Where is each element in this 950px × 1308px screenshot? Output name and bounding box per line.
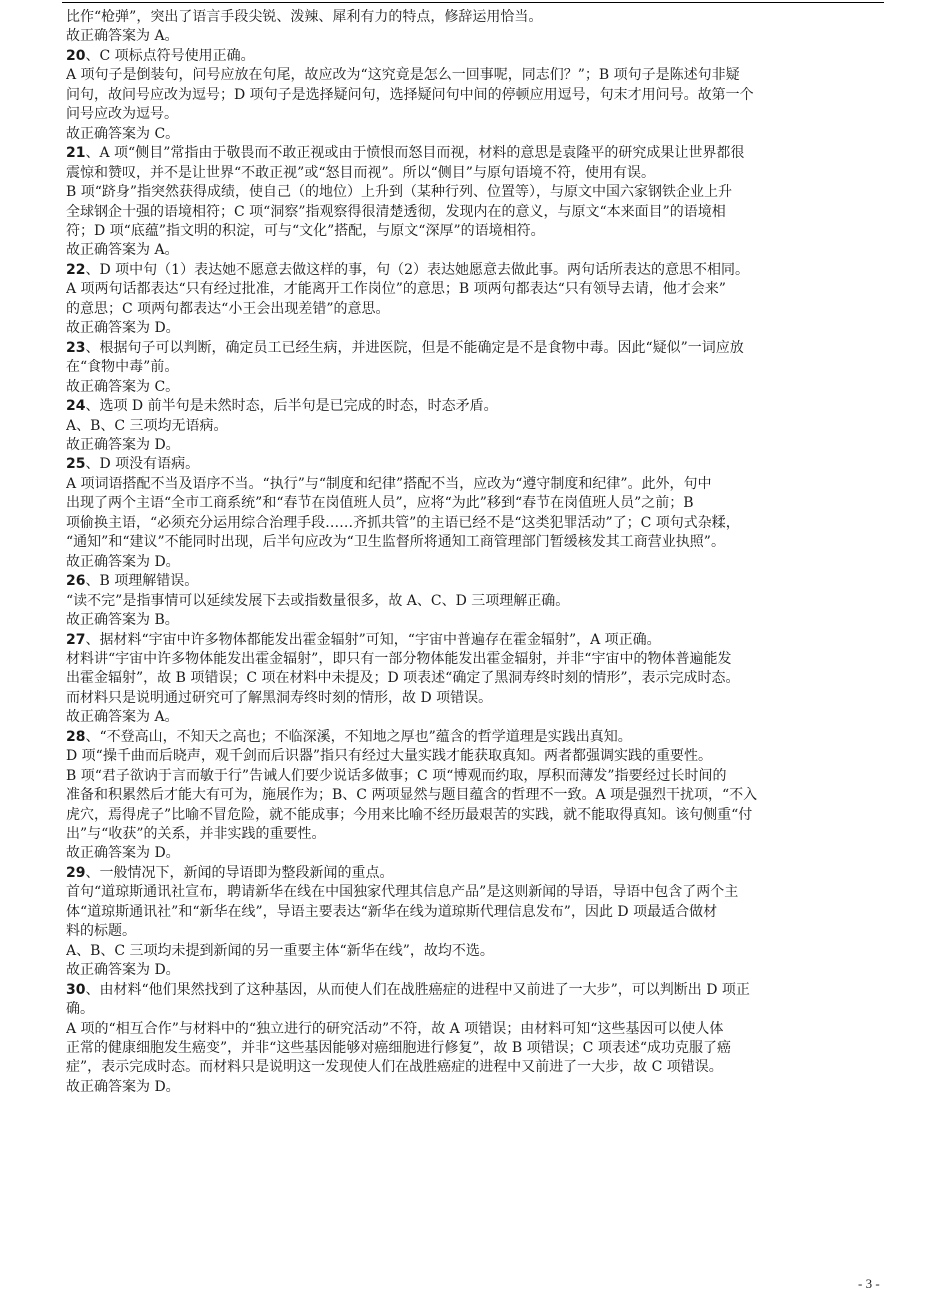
text-line [66, 825, 888, 844]
text-line [66, 1000, 888, 1019]
answer-explanations [66, 8, 888, 1097]
question-line [66, 572, 888, 591]
text-line [66, 611, 888, 630]
text-line [66, 105, 888, 124]
text-line [66, 903, 888, 922]
text-line [66, 475, 888, 494]
text-line [66, 767, 888, 786]
question-line [66, 455, 888, 474]
line-text: 故正确答案为 A。 [66, 242, 179, 259]
line-text: B 项“君子欲讷于言而敏于行”告诫人们要少说话多做事；C 项“博观而约取，厚积而薄发”指要经过长时间的 [66, 767, 727, 784]
question-line [66, 397, 888, 416]
question-line [66, 47, 888, 66]
text-line [66, 86, 888, 105]
line-text: 故正确答案为 D。 [66, 962, 180, 979]
line-text: 、C 项标点符号使用正确。 [85, 47, 255, 64]
line-text: 故正确答案为 C。 [66, 125, 180, 142]
text-line [66, 417, 888, 436]
text-line [66, 378, 888, 397]
line-text: 症”，表示完成时态。而材料只是说明这一发现使人们在战胜癌症的进程中又前进了一大步，故 C 项错误。 [66, 1059, 723, 1076]
question-number: 29 [66, 864, 86, 881]
text-line [66, 553, 888, 572]
line-text: 问句，故问号应改为逗号；D 项句子是选择疑问句，选择疑问句中间的停顿应用逗号，句末才用问号。故第一个 [66, 86, 754, 103]
text-line [66, 708, 888, 727]
line-text: 料的标题。 [66, 923, 136, 940]
question-number: 27 [66, 631, 86, 648]
line-text: A 项词语搭配不当及语序不当。“执行”与“制度和纪律”搭配不当，应改为“遵守制度和纪律”。此外，句中 [66, 475, 712, 492]
line-text: 故正确答案为 B。 [66, 612, 179, 629]
text-line [66, 844, 888, 863]
text-line [66, 592, 888, 611]
line-text: 故正确答案为 D。 [66, 553, 180, 570]
text-line [66, 280, 888, 299]
line-text: 出霍金辐射”，故 B 项错误；C 项在材料中未提及；D 项表述“确定了黑洞寿终时刻的情形”，表示完成时态。 [66, 670, 740, 687]
line-text: 确。 [66, 1001, 94, 1018]
text-line [66, 358, 888, 377]
line-text: 准备和积累然后才能大有可为，施展作为；B、C 两项显然与题目蕴含的哲理不一致。A 项是强烈干扰项，“不入 [66, 787, 758, 804]
line-text: 、由材料“他们果然找到了这种基因，从而使人们在战胜癌症的进程中又前进了一大步”，可以判断出 D 项正 [85, 981, 750, 998]
line-text: 故正确答案为 A。 [66, 28, 179, 45]
line-text: 出”与“收获”的关系，并非实践的重要性。 [66, 826, 326, 843]
line-text: 故正确答案为 D。 [66, 1078, 180, 1095]
line-text: “读不完”是指事情可以延续发展下去或指数量很多，故 A、C、D 三项理解正确。 [66, 592, 570, 609]
line-text: 符；D 项“底蕴”指文明的积淀，可与“文化”搭配，与原文“深厚”的语境相符。 [66, 222, 545, 239]
text-line [66, 514, 888, 533]
text-line [66, 203, 888, 222]
line-text: 、据材料“宇宙中许多物体都能发出霍金辐射”可知，“宇宙中普遍存在霍金辐射”，A 项正确。 [85, 631, 661, 648]
question-line [66, 261, 888, 280]
text-line [66, 883, 888, 902]
line-text: 出现了两个主语“全市工商系统”和“春节在岗值班人员”，应将“为此”移到“春节在岗值班人员”之前；B [66, 495, 694, 512]
text-line [66, 125, 888, 144]
text-line [66, 494, 888, 513]
text-line [66, 806, 888, 825]
text-line [66, 786, 888, 805]
line-text: 故正确答案为 D。 [66, 845, 180, 862]
question-line [66, 728, 888, 747]
question-line [66, 981, 888, 1000]
line-text: 在“食物中毒”前。 [66, 359, 179, 376]
line-text: 首句“道琼斯通讯社宣布，聘请新华在线在中国独家代理其信息产品”是这则新闻的导语，导语中包含了两个主 [66, 884, 739, 901]
line-text: 、选项 D 前半句是未然时态，后半句是已完成的时态，时态矛盾。 [85, 398, 498, 415]
line-text: 故正确答案为 D。 [66, 436, 180, 453]
line-text: 的意思；C 项两句都表达“小王会出现差错”的意思。 [66, 300, 390, 317]
line-text: A、B、C 三项均无语病。 [66, 417, 228, 434]
text-line [66, 66, 888, 85]
text-line [66, 27, 888, 46]
line-text: 、B 项理解错误。 [85, 573, 199, 590]
text-line [66, 436, 888, 455]
text-line [66, 650, 888, 669]
question-line [66, 631, 888, 650]
text-line [66, 942, 888, 961]
line-text: 材料讲“宇宙中许多物体能发出霍金辐射”，即只有一部分物体能发出霍金辐射，并非“宇宙中的物体普遍能发 [66, 650, 732, 667]
line-text: B 项“跻身”指突然获得成绩，使自己（的地位）上升到（某种行列、位置等），与原文中国六家钢铁企业上升 [66, 184, 733, 201]
question-number: 22 [66, 261, 86, 278]
line-text: 、一般情况下，新闻的导语即为整段新闻的重点。 [85, 864, 394, 881]
line-text: 、A 项“侧目”常指由于敬畏而不敢正视或由于愤恨而怒目而视，材料的意思是袁隆平的研究成果让世界都很 [85, 145, 745, 162]
text-line [66, 222, 888, 241]
line-text: A 项句子是倒装句，问号应放在句尾，故应改为“这究竟是怎么一回事呢，同志们？”；B 项句子是陈述句非疑 [66, 67, 740, 84]
question-number: 30 [66, 981, 86, 998]
line-text: 、“不登高山，不知天之高也；不临深溪，不知地之厚也”蕴含的哲学道理是实践出真知。 [85, 728, 632, 745]
text-line [66, 1058, 888, 1077]
text-line [66, 747, 888, 766]
question-number: 26 [66, 573, 86, 590]
line-text: “通知”和“建议”不能同时出现，后半句应改为“卫生监督所将通知工商管理部门暂缓核发其工商营业执照”。 [66, 534, 725, 551]
line-text: 而材料只是说明通过研究可了解黑洞寿终时刻的情形，故 D 项错误。 [66, 689, 493, 706]
line-text: 、根据句子可以判断，确定员工已经生病，并进医院，但是不能确定是不是食物中毒。因此“疑似”一词应放 [85, 339, 744, 356]
line-text: A、B、C 三项均未提到新闻的另一重要主体“新华在线”，故均不选。 [66, 942, 494, 959]
question-number: 20 [66, 47, 86, 64]
text-line [66, 1078, 888, 1097]
line-text: 虎穴，焉得虎子”比喻不冒危险，就不能成事；今用来比喻不经历最艰苦的实践，就不能取得真知。该句侧重“付 [66, 806, 753, 823]
text-line [66, 164, 888, 183]
line-text: 震惊和赞叹，并不是让世界“不敢正视”或“怒目而视”。所以“侧目”与原句语境不符，使用有误。 [66, 164, 655, 181]
question-number: 21 [66, 145, 86, 162]
text-line [66, 533, 888, 552]
line-text: 比作“枪弹”，突出了语言手段尖锐、泼辣、犀利有力的特点，修辞运用恰当。 [66, 9, 543, 25]
question-line [66, 144, 888, 163]
line-text: 故正确答案为 C。 [66, 378, 180, 395]
text-line [66, 669, 888, 688]
line-text: D 项“操千曲而后晓声，观千剑而后识器”指只有经过大量实践才能获取真知。两者都强调实践的重要性。 [66, 748, 712, 765]
text-line [66, 1039, 888, 1058]
text-line [66, 183, 888, 202]
line-text: A 项两句话都表达“只有经过批准，才能离开工作岗位”的意思；B 项两句都表达“只有领导去请，他才会来” [66, 281, 726, 298]
text-line [66, 300, 888, 319]
text-line [66, 1020, 888, 1039]
line-text: 正常的健康细胞发生癌变”，并非“这些基因能够对癌细胞进行修复”，故 B 项错误；C 项表述“成功克服了癌 [66, 1040, 731, 1057]
line-text: 故正确答案为 D。 [66, 320, 180, 337]
line-text: 、D 项没有语病。 [85, 456, 200, 473]
line-text: 、D 项中句（1）表达她不愿意去做这样的事，句（2）表达她愿意去做此事。两句话所表达的意思不相同。 [85, 261, 749, 278]
question-number: 25 [66, 456, 86, 473]
line-text: 问号应改为逗号。 [66, 106, 178, 123]
question-line [66, 864, 888, 883]
line-text: 故正确答案为 A。 [66, 709, 179, 726]
line-text: 体“道琼斯通讯社”和“新华在线”，导语主要表达“新华在线为道琼斯代理信息发布”，因此 D 项最适合做材 [66, 903, 718, 920]
text-line [66, 8, 888, 27]
question-line [66, 339, 888, 358]
text-line [66, 961, 888, 980]
line-text: 全球钢企十强的语境相符；C 项“洞察”指观察得很清楚透彻，发现内在的意义，与原文“本来面目”的语境相 [66, 203, 726, 220]
line-text: A 项的“相互合作”与材料中的“独立进行的研究活动”不符，故 A 项错误；由材料可知“这些基因可以使人体 [66, 1020, 724, 1037]
header-rule [62, 2, 884, 3]
text-line [66, 319, 888, 338]
line-text: 项偷换主语，“必须充分运用综合治理手段……齐抓共管”的主语已经不是“这类犯罪活动”了；C 项句式杂糅， [66, 514, 740, 531]
question-number: 23 [66, 339, 86, 356]
text-line [66, 922, 888, 941]
page-number: - 3 - [858, 1276, 880, 1291]
text-line [66, 689, 888, 708]
question-number: 28 [66, 728, 86, 745]
text-line [66, 241, 888, 260]
question-number: 24 [66, 398, 86, 415]
